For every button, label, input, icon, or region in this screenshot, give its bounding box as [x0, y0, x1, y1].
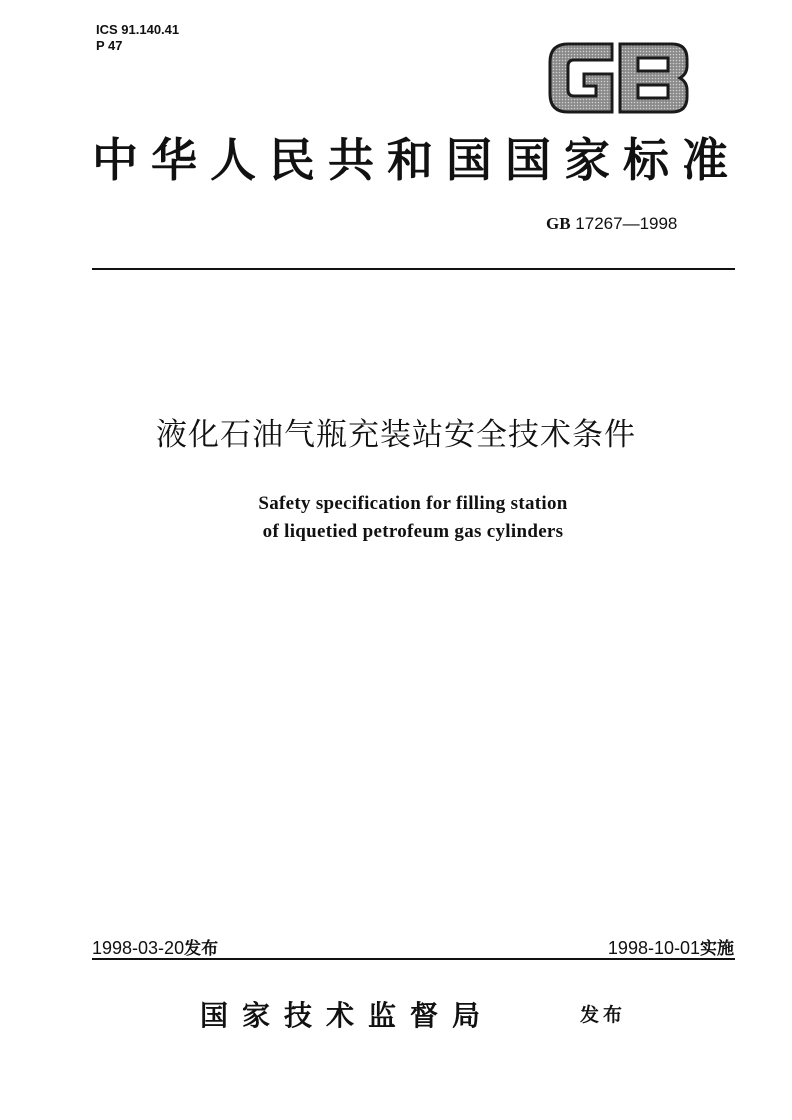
category-code: P 47	[96, 38, 123, 53]
standard-title: 中华人民共和国国家标准	[92, 133, 741, 187]
document-title-cn: 液化石油气瓶充装站安全技术条件	[156, 417, 636, 453]
standard-number	[546, 214, 677, 234]
document-codes	[96, 22, 179, 54]
issue-date-block	[92, 934, 218, 959]
standard-number-prefix: GB	[546, 214, 571, 233]
effective-date-block	[608, 934, 734, 959]
ics-code: ICS 91.140.41	[96, 22, 180, 37]
issue-date-label: 发布	[184, 939, 219, 959]
issuer-action: 发布	[580, 1004, 627, 1026]
standard-number-value: 17267—1998	[575, 214, 678, 233]
top-divider	[92, 268, 735, 270]
document-title-en-line2: of liquetied petrofeum gas cylinders	[262, 521, 564, 542]
gb-logo-icon	[546, 38, 691, 118]
issue-date: 1998-03-20	[92, 938, 185, 958]
bottom-divider	[92, 958, 735, 960]
issuer-name: 国家技术监督局	[200, 999, 495, 1032]
effective-date-label: 实施	[700, 939, 734, 959]
effective-date: 1998-10-01	[607, 938, 700, 958]
document-title-en-line1: Safety specification for filling station	[258, 493, 568, 514]
document-title-en	[0, 490, 792, 546]
